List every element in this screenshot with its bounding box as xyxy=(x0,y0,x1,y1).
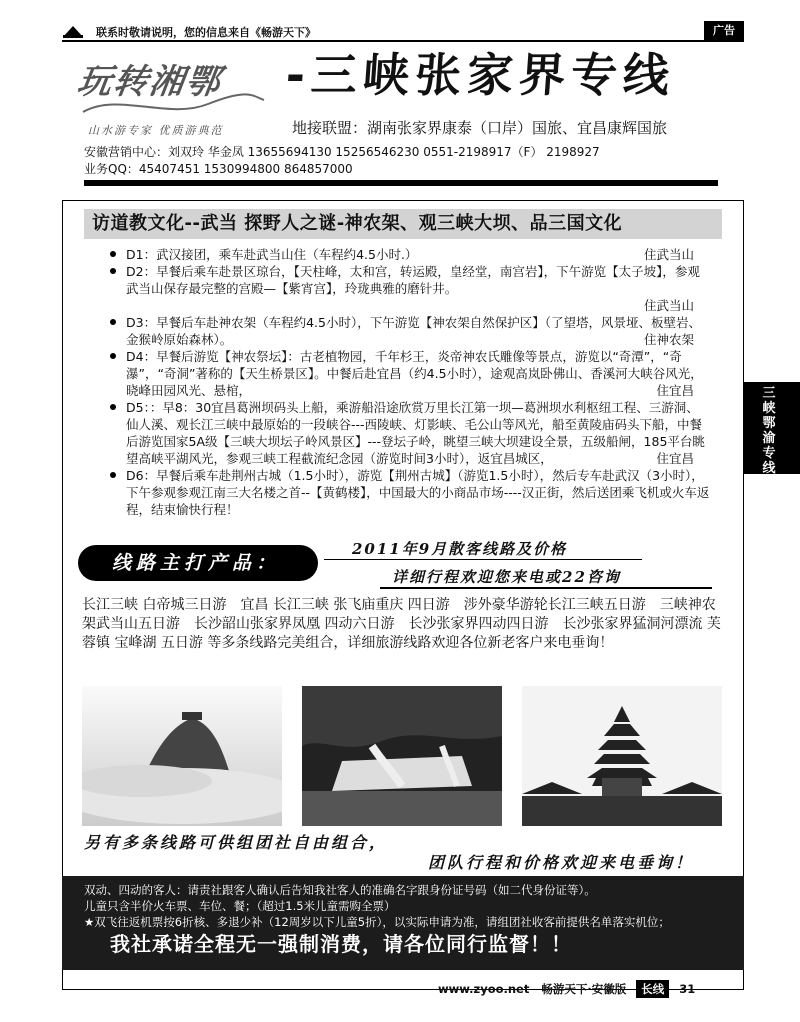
notice-line: 双动、四动的客人：请责社跟客人确认后告知我社客人的准确名字跟身份证号码（如二代身份证等）。 xyxy=(84,883,596,897)
zyoo-logo-icon xyxy=(62,23,84,39)
brand-swirl-decoration xyxy=(78,90,268,120)
footer-url: www.zyoo.net xyxy=(438,982,530,996)
price-heading: 2011年9月散客线路及价格 xyxy=(352,540,568,558)
theme-banner: 访道教文化--武当 探野人之谜-神农架、观三峡大坝、品三国文化 xyxy=(84,209,722,239)
overnight-stay: 住武当山 xyxy=(643,247,694,262)
source-note: 联系时敬请说明，您的信息来自《畅游天下》 xyxy=(96,26,316,39)
overnight-stay: 住宜昌 xyxy=(656,451,694,466)
overnight-stay: 住武当山 xyxy=(643,298,694,313)
itinerary-day: D2：早餐后乘车赴景区琼台，【天柱峰，太和宫，转运殿，皇经堂，南宫岩】，下午游览【太子坡】，参观武当山保存最完整的宫殿—【紫宵宫】，玲珑典雅的磨针井。 住武当山 xyxy=(110,263,710,314)
overnight-stay: 住神农架 xyxy=(643,332,694,347)
itinerary xyxy=(110,246,710,518)
top-strip xyxy=(62,22,744,42)
itinerary-day: D5：：早8：30宜昌葛洲坝码头上船，乘游船沿途欣赏万里长江第一坝—葛洲坝水利枢纽工程、三游洞、仙人溪、观长江三峡中最原始的一段峡谷---西陵峡、灯影峡、毛公山等风光，船至黄陵庙码头下船，中餐后游览国家5A级【三峡大坝坛子岭风景区】---登坛子岭，眺望三峡大坝建设全景，五级船闸，185平台眺望高峡平湖风光，参观三峡工程截流纪念园（游览时间3小时），返宜昌城区， 住宜昌 xyxy=(110,399,710,467)
side-tab-label: 三 峡 鄂 渝 专 线 xyxy=(762,386,776,476)
page-number: 31 xyxy=(679,982,696,996)
brand-slogan: 山水游专家 优质游典范 xyxy=(88,124,224,137)
underline xyxy=(324,559,642,560)
brand-name: 玩转湘鄂 xyxy=(74,62,225,102)
bullet-icon xyxy=(110,353,116,359)
side-tab xyxy=(744,382,800,474)
waterfall-photo xyxy=(302,686,502,826)
overnight-stay: 住宜昌 xyxy=(656,383,694,398)
footer-magazine: 畅游天下·安徽版 xyxy=(541,982,627,996)
bullet-icon xyxy=(110,251,116,257)
itinerary-day: D6：早餐后乘车赴荆州古城（1.5小时），游览【荆州古城】（游览1.5小时），然后专车赴武汉（3小时），下午参观参观江南三大名楼之首--【黄鹤楼】，中国最大的小商品市场----汉正街，然后送团乘飞机或火车返程，结束愉快行程！ xyxy=(110,467,710,518)
bullet-icon xyxy=(110,319,116,325)
inquiry-heading: 详细行程欢迎您来电或22咨询 xyxy=(392,568,621,586)
itinerary-day: D3：早餐后车赴神农架（车程约4.5小时），下午游览【神农架自然保护区】（了望塔，风景垭、板壁岩、金猴岭原始森林）。 住神农架 xyxy=(110,314,710,348)
bullet-icon xyxy=(110,268,116,274)
underline xyxy=(380,587,712,589)
no-shopping-promise: 我社承诺全程无一强制消费，请各位同行监督！！ xyxy=(110,932,572,956)
footer-note-right: 团队行程和价格欢迎来电垂询！ xyxy=(428,853,695,872)
contact-info xyxy=(84,144,734,178)
brand-logo xyxy=(74,54,278,144)
misty-mountain-photo xyxy=(82,686,282,826)
ad-label: 广告 xyxy=(704,21,744,40)
divider-rule xyxy=(84,180,718,186)
products-heading: 线路主打产品： xyxy=(78,545,318,581)
itinerary-day: D1：武汉接团，乘车赴武当山住（车程约4.5小时.） 住武当山 xyxy=(110,246,710,263)
footer-note-left: 另有多条线路可供组团社自由组合， xyxy=(84,833,389,852)
bullet-icon xyxy=(110,472,116,478)
page-title: -三峡张家界专线 xyxy=(284,48,677,102)
notice-line: 儿童只含半价火车票、车位、餐；（超过1.5米儿童需购全票） xyxy=(84,899,396,913)
route-list: 长江三峡 白帝城三日游 宜昌 长江三峡 张飞庙重庆 四日游 涉外豪华游轮长江三峡五日游 三峡神农架武当山五日游 长沙韶山张家界凤凰 四动六日游 长沙张家界四动四日游 长沙张家界猛洞河漂流 芙蓉镇 宝峰湖 五日游 等多条线路完美组合，详细旅游线路欢迎各位新老客户来电垂询！ xyxy=(82,597,721,651)
notice-band xyxy=(62,876,744,970)
contact-phones: 安徽营销中心：刘双玲 华金凤 13655694130 15256546230 0551-2198917（F） 2198927 xyxy=(84,145,600,159)
bullet-icon xyxy=(110,404,116,410)
itinerary-day: D4：早餐后游览【神农祭坛】：古老植物园，千年杉王，炎帝神农氏雕像等景点，游览以“奇潭”，“奇瀑”，“奇洞”著称的【天生桥景区】。中餐后赴宜昌（约4.5小时），途观高岚卧佛山、香溪河大峡谷风光，晓峰田园风光、悬棺， 住宜昌 xyxy=(110,348,710,399)
page-footer xyxy=(438,980,695,998)
notice-line: ★双飞往返机票按6折核、多退少补（12周岁以下儿童5折），以实际申请为准，请组团社收客前提供名单落实机位； xyxy=(84,915,670,929)
yellow-crane-tower-photo xyxy=(522,686,722,826)
footer-tag: 长线 xyxy=(636,980,669,998)
ground-agency: 地接联盟：湖南张家界康泰（口岸）国旅、宜昌康辉国旅 xyxy=(292,119,668,137)
contact-qq: 业务QQ：45407451 1530994800 864857000 xyxy=(84,162,353,176)
